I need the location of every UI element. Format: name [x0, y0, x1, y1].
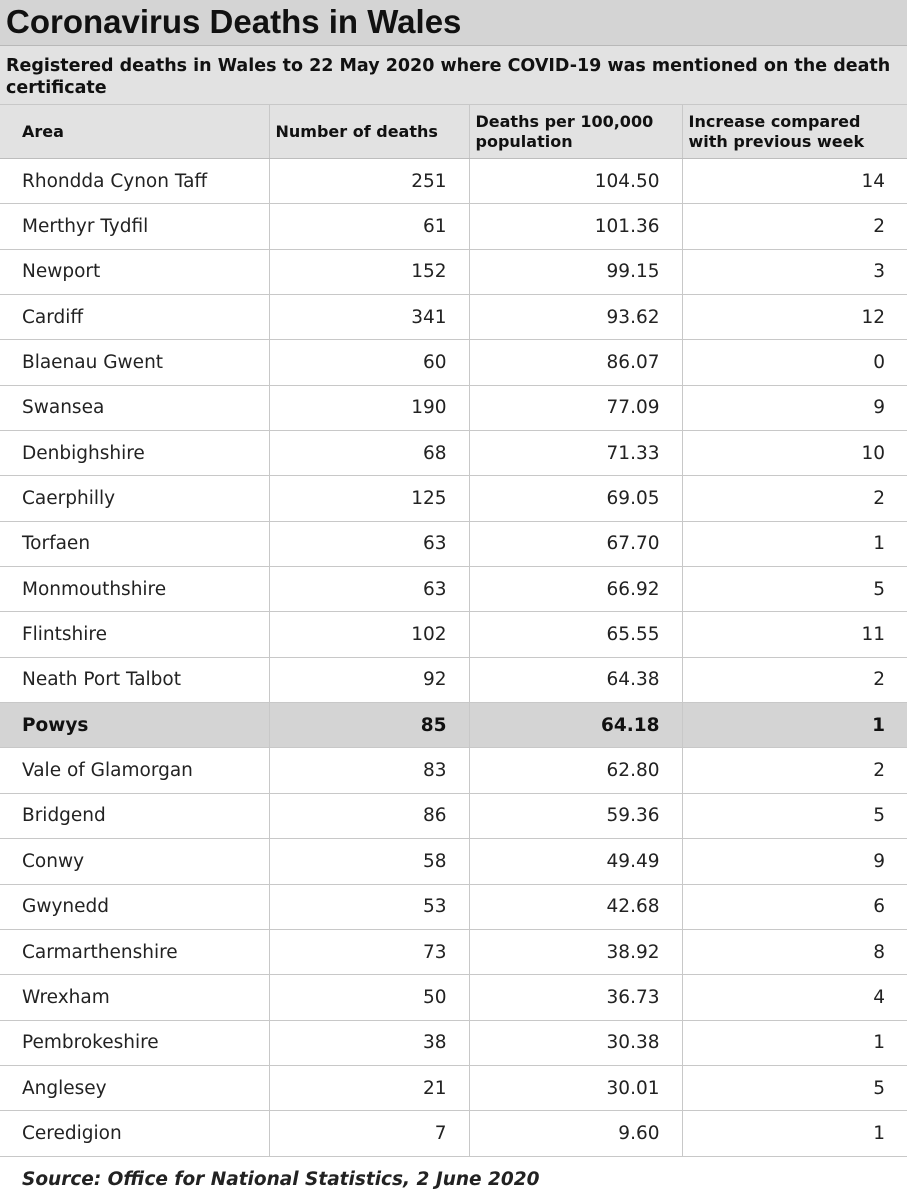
cell-increase: 4	[682, 975, 907, 1020]
cell-deaths: 83	[269, 748, 469, 793]
cell-rate: 93.62	[469, 295, 682, 340]
cell-increase: 5	[682, 793, 907, 838]
cell-deaths: 63	[269, 521, 469, 566]
cell-increase: 14	[682, 159, 907, 204]
cell-deaths: 50	[269, 975, 469, 1020]
cell-rate: 69.05	[469, 476, 682, 521]
table-row	[0, 567, 907, 612]
table-row	[0, 884, 907, 929]
cell-rate: 99.15	[469, 249, 682, 294]
table-row	[0, 612, 907, 657]
table-row	[0, 929, 907, 974]
cell-area: Merthyr Tydfil	[0, 204, 269, 249]
table-row	[0, 1111, 907, 1156]
cell-rate: 64.18	[469, 703, 682, 748]
cell-deaths: 92	[269, 657, 469, 702]
cell-deaths: 125	[269, 476, 469, 521]
table-row	[0, 793, 907, 838]
table-row	[0, 340, 907, 385]
cell-rate: 77.09	[469, 385, 682, 430]
cell-deaths: 38	[269, 1020, 469, 1065]
cell-increase: 1	[682, 1111, 907, 1156]
column-header-deaths: Number of deaths	[269, 105, 469, 159]
cell-area: Neath Port Talbot	[0, 657, 269, 702]
cell-area: Newport	[0, 249, 269, 294]
cell-deaths: 190	[269, 385, 469, 430]
table-row	[0, 1020, 907, 1065]
table-body	[0, 159, 907, 1157]
cell-deaths: 63	[269, 567, 469, 612]
cell-rate: 104.50	[469, 159, 682, 204]
page-subtitle: Registered deaths in Wales to 22 May 2020 where COVID-19 was mentioned on the death certificate	[6, 56, 891, 98]
cell-increase: 1	[682, 1020, 907, 1065]
cell-deaths: 53	[269, 884, 469, 929]
cell-increase: 6	[682, 884, 907, 929]
cell-increase: 2	[682, 476, 907, 521]
cell-rate: 49.49	[469, 839, 682, 884]
cell-increase: 12	[682, 295, 907, 340]
cell-area: Swansea	[0, 385, 269, 430]
cell-increase: 11	[682, 612, 907, 657]
cell-area: Flintshire	[0, 612, 269, 657]
cell-rate: 42.68	[469, 884, 682, 929]
cell-rate: 30.01	[469, 1065, 682, 1110]
cell-area: Cardiff	[0, 295, 269, 340]
cell-area: Bridgend	[0, 793, 269, 838]
cell-area: Vale of Glamorgan	[0, 748, 269, 793]
page-title: Coronavirus Deaths in Wales	[6, 3, 462, 40]
cell-deaths: 152	[269, 249, 469, 294]
cell-rate: 86.07	[469, 340, 682, 385]
cell-deaths: 102	[269, 612, 469, 657]
table-row	[0, 476, 907, 521]
cell-increase: 0	[682, 340, 907, 385]
cell-increase: 9	[682, 839, 907, 884]
cell-increase: 1	[682, 521, 907, 566]
cell-increase: 2	[682, 657, 907, 702]
table-row	[0, 204, 907, 249]
column-header-increase: Increase compared with previous week	[682, 105, 907, 159]
table-row	[0, 975, 907, 1020]
cell-increase: 5	[682, 1065, 907, 1110]
deaths-table	[0, 104, 907, 1157]
cell-area: Monmouthshire	[0, 567, 269, 612]
cell-rate: 71.33	[469, 431, 682, 476]
cell-area: Denbighshire	[0, 431, 269, 476]
cell-increase: 1	[682, 703, 907, 748]
table-row	[0, 385, 907, 430]
cell-increase: 10	[682, 431, 907, 476]
table-row	[0, 431, 907, 476]
cell-area: Powys	[0, 703, 269, 748]
cell-rate: 30.38	[469, 1020, 682, 1065]
cell-deaths: 61	[269, 204, 469, 249]
title-bar	[0, 0, 907, 46]
cell-area: Pembrokeshire	[0, 1020, 269, 1065]
cell-deaths: 7	[269, 1111, 469, 1156]
cell-area: Conwy	[0, 839, 269, 884]
table-row	[0, 703, 907, 748]
cell-increase: 3	[682, 249, 907, 294]
cell-increase: 9	[682, 385, 907, 430]
cell-area: Blaenau Gwent	[0, 340, 269, 385]
cell-rate: 101.36	[469, 204, 682, 249]
table-row	[0, 839, 907, 884]
cell-rate: 64.38	[469, 657, 682, 702]
source-note: Source: Office for National Statistics, 2 June 2020	[22, 1169, 540, 1190]
cell-area: Carmarthenshire	[0, 929, 269, 974]
cell-rate: 38.92	[469, 929, 682, 974]
cell-rate: 59.36	[469, 793, 682, 838]
table-row	[0, 521, 907, 566]
cell-deaths: 68	[269, 431, 469, 476]
cell-deaths: 86	[269, 793, 469, 838]
cell-area: Gwynedd	[0, 884, 269, 929]
cell-rate: 9.60	[469, 1111, 682, 1156]
cell-area: Torfaen	[0, 521, 269, 566]
cell-deaths: 85	[269, 703, 469, 748]
table-row	[0, 748, 907, 793]
table-row	[0, 249, 907, 294]
table-row	[0, 657, 907, 702]
cell-rate: 36.73	[469, 975, 682, 1020]
cell-area: Wrexham	[0, 975, 269, 1020]
cell-increase: 8	[682, 929, 907, 974]
cell-deaths: 341	[269, 295, 469, 340]
cell-increase: 5	[682, 567, 907, 612]
cell-area: Anglesey	[0, 1065, 269, 1110]
cell-rate: 66.92	[469, 567, 682, 612]
cell-rate: 67.70	[469, 521, 682, 566]
cell-rate: 65.55	[469, 612, 682, 657]
cell-area: Rhondda Cynon Taff	[0, 159, 269, 204]
cell-deaths: 58	[269, 839, 469, 884]
cell-increase: 2	[682, 748, 907, 793]
subtitle-bar	[0, 46, 907, 104]
cell-rate: 62.80	[469, 748, 682, 793]
table-header-row	[0, 105, 907, 159]
cell-area: Caerphilly	[0, 476, 269, 521]
column-header-rate: Deaths per 100,000 population	[469, 105, 682, 159]
cell-deaths: 73	[269, 929, 469, 974]
table-row	[0, 1065, 907, 1110]
cell-deaths: 251	[269, 159, 469, 204]
table-row	[0, 295, 907, 340]
cell-area: Ceredigion	[0, 1111, 269, 1156]
table-row	[0, 159, 907, 204]
cell-increase: 2	[682, 204, 907, 249]
cell-deaths: 21	[269, 1065, 469, 1110]
column-header-area: Area	[0, 105, 269, 159]
cell-deaths: 60	[269, 340, 469, 385]
